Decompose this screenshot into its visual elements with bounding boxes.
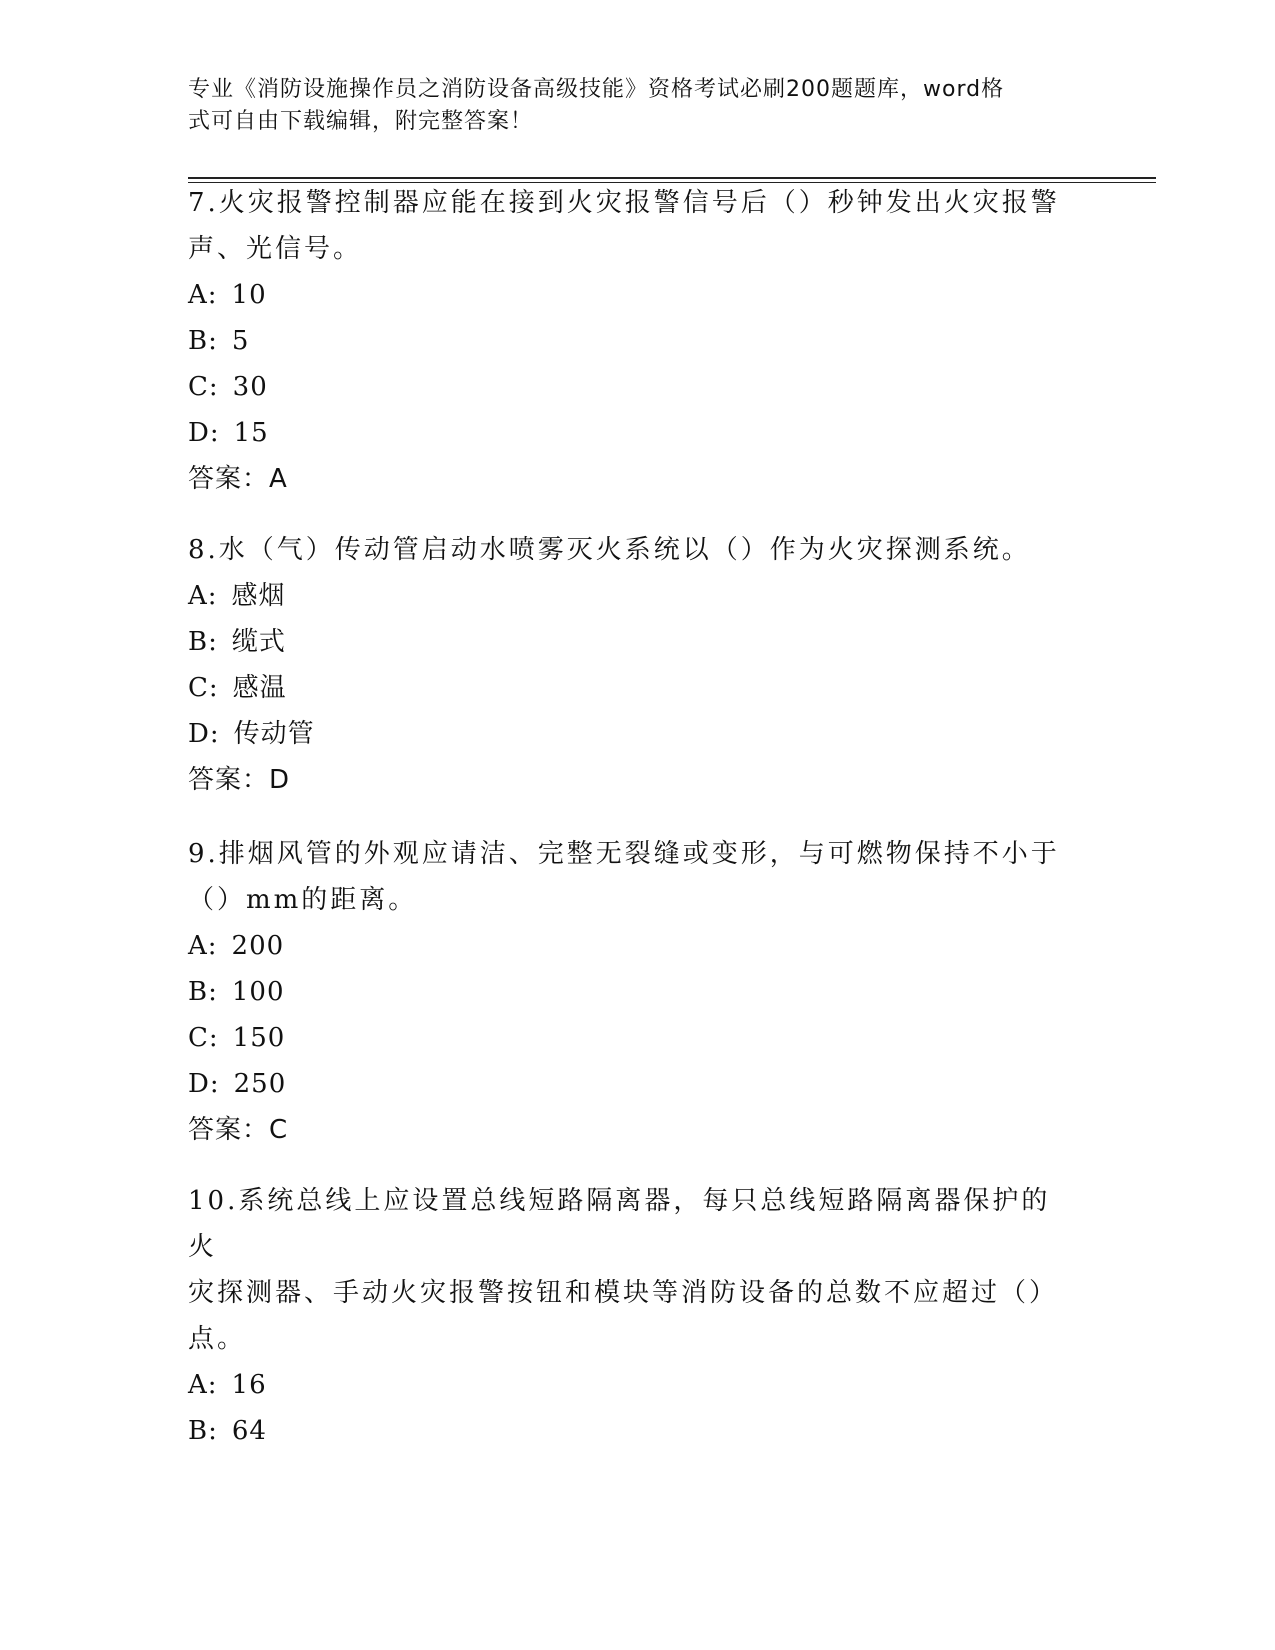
- question-text-line: （）mm的距离。: [188, 885, 418, 915]
- option-b: B: 5: [188, 326, 250, 356]
- option-b: B: 64: [188, 1416, 267, 1446]
- option-c: C: 感温: [188, 673, 287, 703]
- option-d: D: 传动管: [188, 719, 315, 749]
- option-value: 30: [232, 372, 268, 402]
- question-10: [188, 1178, 1078, 1454]
- option-value: 150: [232, 1023, 286, 1053]
- option-key: C: [188, 673, 209, 703]
- option-key: A: [188, 1370, 208, 1400]
- option-d: D: 15: [188, 418, 269, 448]
- option-value: 100: [231, 977, 285, 1007]
- option-c: C: 30: [188, 372, 268, 402]
- option-b: B: 缆式: [188, 627, 286, 657]
- question-text-line: 灾探测器、手动火灾报警按钮和模块等消防设备的总数不应超过（）: [188, 1278, 1059, 1308]
- option-key: A: [188, 280, 208, 310]
- header-line-2: 式可自由下载编辑，附完整答案！: [188, 109, 534, 134]
- header-divider-thick: [188, 177, 1156, 179]
- option-value: 感温: [232, 673, 287, 703]
- answer-line: 答案：A: [188, 464, 288, 494]
- question-text-line: 声、光信号。: [188, 234, 363, 264]
- option-value: 15: [233, 418, 269, 448]
- option-value: 250: [233, 1069, 287, 1099]
- option-key: D: [188, 1069, 210, 1099]
- option-key: B: [188, 977, 209, 1007]
- option-key: A: [188, 581, 208, 611]
- document-header: [188, 74, 1068, 138]
- header-line-1: 专业《消防设施操作员之消防设备高级技能》资格考试必刷200题题库，word格: [188, 77, 1005, 102]
- option-key: A: [188, 931, 208, 961]
- question-text-line: 9.排烟风管的外观应请洁、完整无裂缝或变形，与可燃物保持不小于: [188, 839, 1060, 869]
- option-value: 200: [231, 931, 285, 961]
- question-text-line: 8.水（气）传动管启动水喷雾灭火系统以（）作为火灾探测系统。: [188, 535, 1031, 565]
- option-c: C: 150: [188, 1023, 286, 1053]
- option-value: 16: [231, 1370, 267, 1400]
- option-value: 感烟: [231, 581, 286, 611]
- question-7: [188, 180, 1078, 502]
- question-8: [188, 527, 1078, 803]
- answer-line: 答案：D: [188, 765, 291, 795]
- question-text-line: 点。: [188, 1324, 247, 1354]
- option-value: 缆式: [231, 627, 286, 657]
- option-value: 10: [231, 280, 267, 310]
- option-key: C: [188, 372, 209, 402]
- question-text-line: 10.系统总线上应设置总线短路隔离器，每只总线短路隔离器保护的火: [188, 1186, 1051, 1262]
- option-key: B: [188, 627, 209, 657]
- option-key: B: [188, 326, 209, 356]
- option-a: A: 10: [188, 280, 267, 310]
- question-9: [188, 831, 1078, 1153]
- option-b: B: 100: [188, 977, 285, 1007]
- option-value: 传动管: [233, 719, 315, 749]
- option-key: C: [188, 1023, 209, 1053]
- answer-line: 答案：C: [188, 1115, 289, 1145]
- option-a: A: 200: [188, 931, 285, 961]
- option-key: D: [188, 418, 210, 448]
- option-value: 64: [231, 1416, 267, 1446]
- option-key: D: [188, 719, 210, 749]
- option-d: D: 250: [188, 1069, 287, 1099]
- option-key: B: [188, 1416, 209, 1446]
- option-value: 5: [231, 326, 250, 356]
- question-text-line: 7.火灾报警控制器应能在接到火灾报警信号后（）秒钟发出火灾报警: [188, 188, 1060, 218]
- option-a: A: 16: [188, 1370, 267, 1400]
- option-a: A: 感烟: [188, 581, 286, 611]
